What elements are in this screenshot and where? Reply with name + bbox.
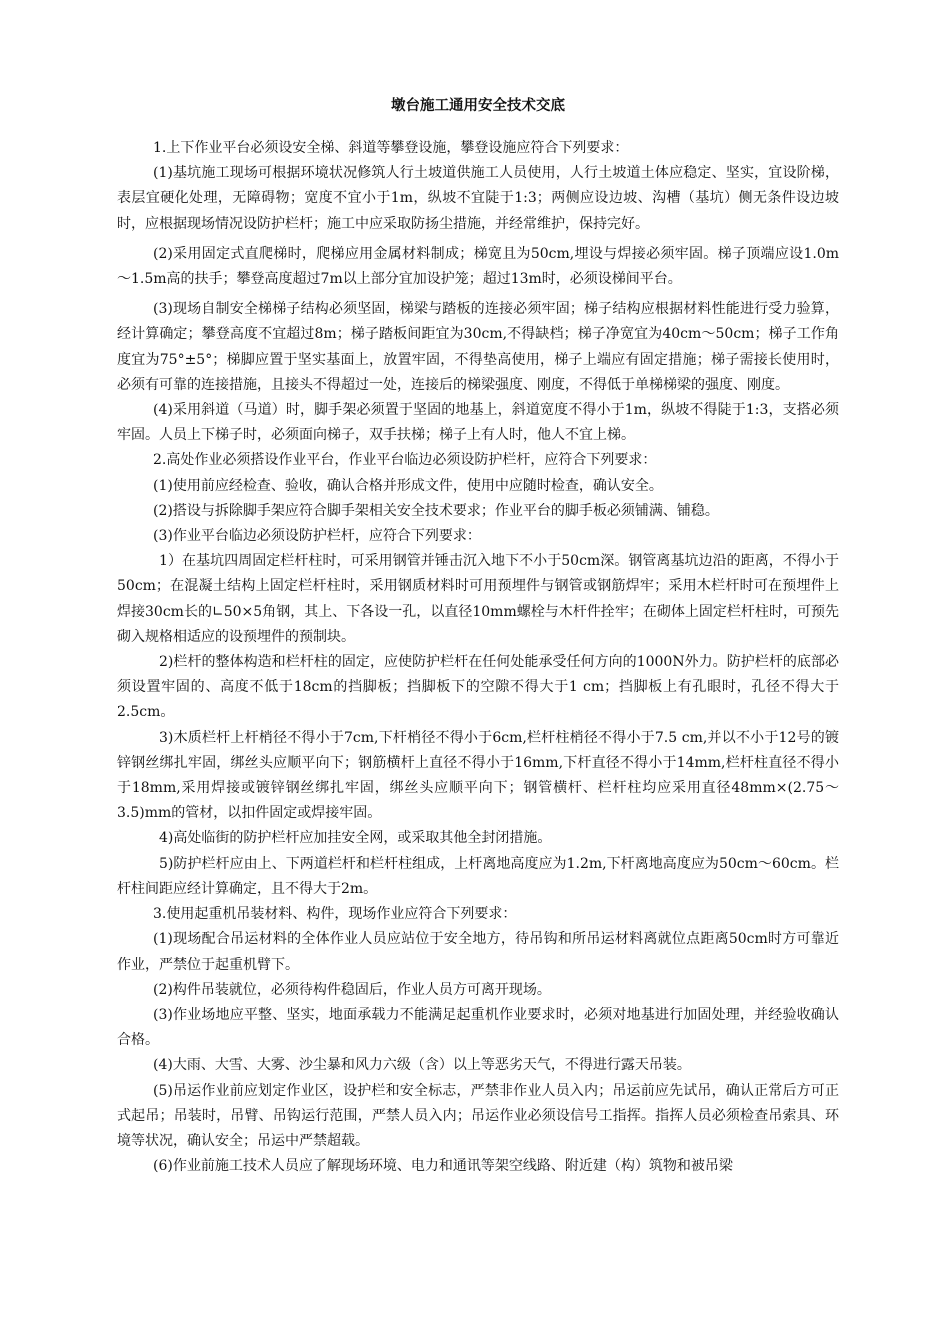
document-title: 墩台施工通用安全技术交底: [391, 98, 565, 114]
paragraph: (3)现场自制安全梯梯子结构必须坚固，梯梁与踏板的连接必须牢固；梯子结构应根据材料性能进行受力验算，经计算确定；攀登高度不宜超过8m；梯子踏板间距宜为30cm,不得缺档；梯子净宽宜为40cm～50cm；梯子工作角度宜为75°±5°；梯脚应置于坚实基面上，放置牢固，不得垫高使用，梯子上端应有固定措施；梯子需接长使用时，必须有可靠的连接措施，且接头不得超过一处，连接后的梯梁强度、刚度，不得低于单梯梯梁的强度、刚度。: [117, 301, 839, 393]
paragraph: (1)现场配合吊运材料的全体作业人员应站位于安全地方，待吊钩和所吊运材料离就位点距离50cm时方可靠近作业，严禁位于起重机臂下。: [117, 931, 839, 973]
paragraph: 1.上下作业平台必须设安全梯、斜道等攀登设施，攀登设施应符合下列要求：: [153, 140, 629, 156]
paragraph: 1）在基坑四周固定栏杆柱时，可采用钢管并锤击沉入地下不小于50cm深。钢管离基坑边沿的距离，不得小于50cm；在混凝土结构上固定栏杆柱时，采用钢质材料时可用预埋件与钢管或钢筋焊牢；采用木栏杆时可在预埋件上焊接30cm长的∟50×5角钢，其上、下各设一孔，以直径10mm螺栓与木杆件拴牢；在砌体上固定栏杆柱时，可预先砌入规格相适应的设预埋件的预制块。: [117, 553, 839, 645]
paragraph: (1)基坑施工现场可根据环境状况修筑人行土坡道供施工人员使用，人行土坡道土体应稳定、坚实，宜设阶梯，表层宜硬化处理，无障碍物；宽度不宜小于1m，纵坡不宜陡于1:3；两侧应设边坡、沟槽（基坑）侧无条件设边坡时，应根据现场情况设防护栏杆；施工中应采取防扬尘措施，并经常维护，保持完好。: [117, 165, 839, 232]
paragraph: (1)使用前应经检查、验收，确认合格并形成文件，使用中应随时检查，确认安全。: [153, 477, 663, 494]
paragraph: 2)栏杆的整体构造和栏杆柱的固定，应使防护栏杆在任何处能承受任何方向的1000N外力。防护栏杆的底部必须设置牢固的、高度不低于18cm的挡脚板；挡脚板下的空隙不得大于1 cm；挡脚板上有孔眼时，孔径不得大于2.5cm。: [117, 654, 839, 721]
paragraph: 2.高处作业必须搭设作业平台，作业平台临边必须设防护栏杆，应符合下列要求：: [153, 452, 657, 469]
paragraph: (3)作业场地应平整、坚实，地面承载力不能满足起重机作业要求时，必须对地基进行加固处理，并经验收确认合格。: [117, 1006, 839, 1049]
paragraph: (4)采用斜道（马道）时，脚手架必须置于坚固的地基上，斜道宽度不得小于1m，纵坡不得陡于1:3，支搭必须牢固。人员上下梯子时，必须面向梯子，双手扶梯；梯子上有人时，他人不宜上梯。: [117, 402, 839, 444]
paragraph: 3.使用起重机吊装材料、构件，现场作业应符合下列要求：: [153, 906, 517, 923]
document-page: [117, 96, 839, 1179]
paragraph: (5)吊运作业前应划定作业区，设护栏和安全标志，严禁非作业人员入内；吊运前应先试吊，确认正常后方可正式起吊；吊装时，吊臂、吊钩运行范围，严禁人员入内；吊运作业必须设信号工指挥。指挥人员必须检查吊索具、环境等状况，确认安全；吊运中严禁超载。: [117, 1082, 839, 1149]
paragraph: (3)作业平台临边必须设防护栏杆，应符合下列要求：: [153, 528, 481, 545]
paragraph: (2)采用固定式直爬梯时，爬梯应用金属材料制成；梯宽且为50cm,埋设与焊接必须牢固。梯子顶端应设1.0m～1.5m高的扶手；攀登高度超过7m以上部分宜加设护笼；超过13m时，必须设梯间平台。: [117, 245, 839, 288]
paragraph: 5)防护栏杆应由上、下两道栏杆和栏杆柱组成，上杆离地高度应为1.2m,下杆离地高度应为50cm～60cm。栏杆柱间距应经计算确定，且不得大于2m。: [117, 855, 839, 897]
paragraph: (2)构件吊装就位，必须待构件稳固后，作业人员方可离开现场。: [153, 981, 551, 998]
document-body: [117, 136, 839, 1179]
paragraph: 3)木质栏杆上杆梢径不得小于7cm,下杆梢径不得小于6cm,栏杆柱梢径不得小于7.5 cm,并以不小于12号的镀锌钢丝绑扎牢固，绑丝头应顺平向下；钢筋横杆上直径不得小于16mm,下杆直径不得小于14mm,栏杆柱直径不得小于18mm,采用焊接或镀锌钢丝绑扎牢固，绑丝头应顺平向下；钢管横杆、栏杆柱均应采用直径48mm×(2.75～3.5)mm的管材，以扣件固定或焊接牢固。: [117, 729, 839, 822]
paragraph: (2)搭设与拆除脚手架应符合脚手架相关安全技术要求；作业平台的脚手板必须铺满、铺稳。: [153, 502, 719, 519]
paragraph: (4)大雨、大雪、大雾、沙尘暴和风力六级（含）以上等恶劣天气，不得进行露天吊装。: [153, 1057, 691, 1074]
paragraph: (6)作业前施工技术人员应了解现场环境、电力和通讯等架空线路、附近建（构）筑物和被吊梁: [153, 1158, 733, 1175]
paragraph: 4)高处临街的防护栏杆应加挂安全网，或采取其他全封闭措施。: [159, 830, 552, 847]
